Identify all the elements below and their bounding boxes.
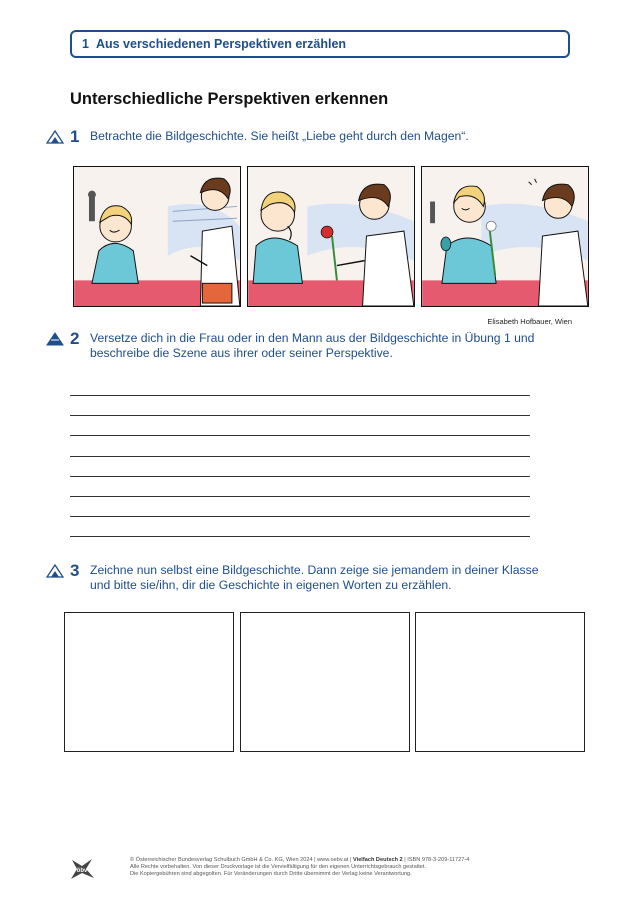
task-number: 3 (70, 561, 80, 580)
task-text-line-1: Versetze dich in die Frau oder in den Mann aus der Bildgeschichte in Übung 1 und (90, 331, 535, 345)
task-text-line-2: und bitte sie/ihn, dir die Geschichte in eigenen Worten zu erzählen. (90, 578, 452, 592)
illustration-credit: Elisabeth Hofbauer, Wien (487, 317, 572, 326)
footer-isbn: | ISBN 978-3-209-11727-4 (402, 857, 470, 863)
writing-line[interactable] (70, 415, 530, 416)
page-title: Unterschiedliche Perspektiven erkennen (70, 90, 389, 108)
task-2 (46, 330, 534, 361)
footer-book-title: Vielfach Deutsch 2 (353, 857, 403, 863)
writing-line[interactable] (70, 395, 530, 396)
task-1 (46, 128, 469, 145)
writing-line[interactable] (70, 496, 530, 497)
writing-line[interactable] (70, 476, 530, 477)
comic-panel-1 (73, 166, 241, 307)
footer-copyright (130, 857, 469, 878)
publisher-logo (68, 856, 96, 882)
drawing-box-1[interactable] (64, 612, 234, 752)
chapter-number: 1 (82, 37, 89, 51)
task-3 (46, 562, 539, 593)
drawing-box-2[interactable] (240, 612, 410, 752)
task-number: 1 (70, 127, 80, 146)
task-text-line-2: beschreibe die Szene aus ihrer oder seiner Perspektive. (90, 346, 393, 360)
task-text (90, 331, 534, 361)
writing-line[interactable] (70, 516, 530, 517)
level-triangle-outline-icon (46, 130, 64, 144)
logo-text: öbv (76, 868, 88, 874)
task-text: Betrachte die Bildgeschichte. Sie heißt „Liebe geht durch den Magen“. (90, 129, 469, 143)
chapter-header (70, 30, 570, 58)
drawing-box-3[interactable] (415, 612, 585, 752)
comic-panel-3 (421, 166, 589, 307)
task-text-line-1: Zeichne nun selbst eine Bildgeschichte. Dann zeige sie jemandem in deiner Klasse (90, 563, 539, 577)
footer-copyright-text: © Österreichischer Bundesverlag Schulbuch GmbH & Co. KG, Wien 2024 | www.oebv.at | (130, 857, 354, 863)
writing-line[interactable] (70, 536, 530, 537)
level-triangle-outline-icon (46, 564, 64, 578)
footer-line-1 (130, 857, 469, 864)
task-number: 2 (70, 329, 80, 348)
task-text (90, 563, 539, 593)
footer-line-2: Alle Rechte vorbehalten. Von dieser Druckvorlage ist die Vervielfältigung für den eigenen Unterrichtsgebrauch gestattet. (130, 864, 427, 870)
writing-area[interactable] (70, 395, 530, 557)
writing-line[interactable] (70, 435, 530, 436)
level-triangle-filled-icon (46, 332, 64, 346)
footer-line-3: Die Kopiergebühren sind abgegolten. Für Veränderungen durch Dritte übernimmt der Verlag keine Verantwortung. (130, 871, 412, 877)
comic-panel-2 (247, 166, 415, 307)
chapter-title: Aus verschiedenen Perspektiven erzählen (95, 37, 347, 51)
writing-line[interactable] (70, 456, 530, 457)
